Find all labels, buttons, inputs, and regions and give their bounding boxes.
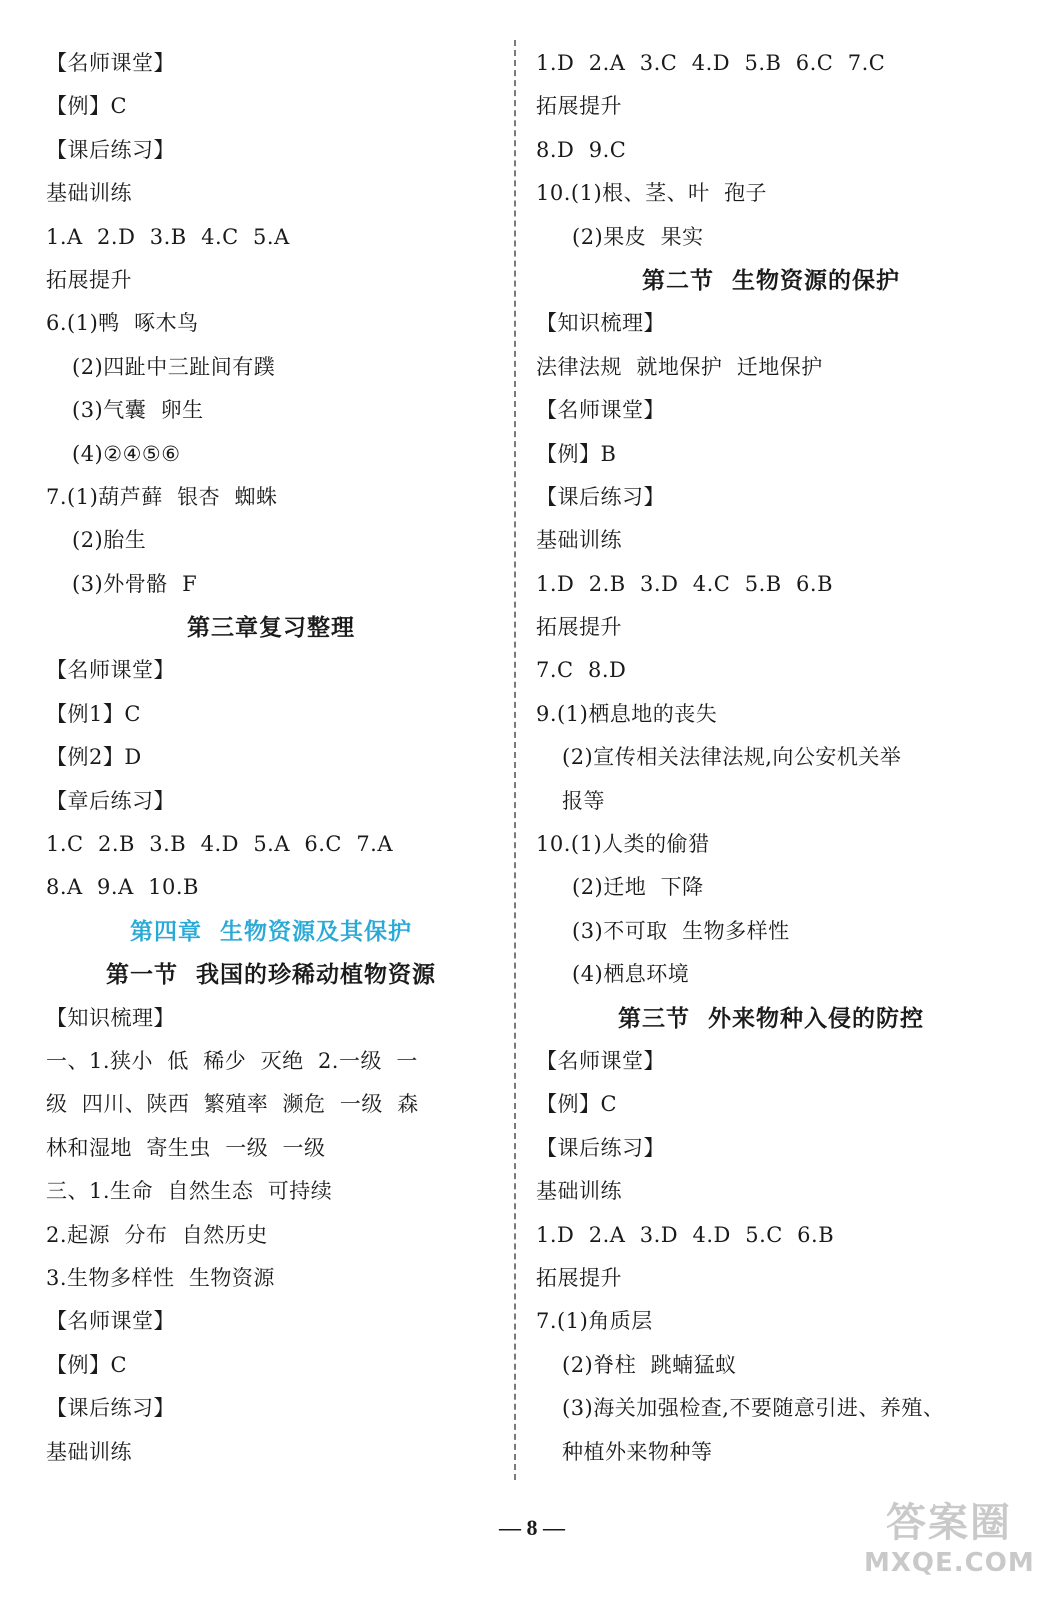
text-line: 8.D 9.C — [536, 137, 627, 162]
text-line: 基础训练 — [46, 1439, 132, 1464]
text-line: 报等 — [562, 788, 605, 813]
text-line: 基础训练 — [536, 528, 622, 553]
text-line: 法律法规 就地保护 迁地保护 — [536, 354, 823, 379]
text-line: (2)宣传相关法律法规,向公安机关举 — [562, 745, 902, 770]
text-line: 【课后练习】 — [536, 484, 665, 509]
text-line: 3.生物多样性 生物资源 — [46, 1265, 275, 1290]
text-line: (4)栖息环境 — [572, 962, 690, 987]
text-line: 三、1.生命 自然生态 可持续 — [46, 1179, 333, 1204]
text-line: 10.(1)人类的偷猎 — [536, 832, 710, 857]
text-line: 【例】C — [46, 94, 128, 119]
text-line: 【知识梳理】 — [46, 1005, 175, 1030]
text-line: 【章后练习】 — [46, 788, 175, 813]
text-line: 基础训练 — [536, 1179, 622, 1204]
right-column — [536, 42, 1006, 1474]
text-line: 【例】C — [46, 1352, 128, 1377]
text-line: (2)迁地 下降 — [572, 875, 704, 900]
text-line: 林和湿地 寄生虫 一级 一级 — [46, 1135, 326, 1160]
text-line: 【名师课堂】 — [536, 1048, 665, 1073]
text-line: 拓展提升 — [536, 1265, 622, 1290]
text-line: 【名师课堂】 — [46, 1309, 175, 1334]
text-line: (2)果皮 果实 — [572, 224, 704, 249]
text-line: 级 四川、陕西 繁殖率 濒危 一级 森 — [46, 1092, 419, 1117]
watermark-url: MXQE.COM — [864, 1548, 1035, 1578]
left-column — [46, 42, 496, 1474]
text-line: 种植外来物种等 — [562, 1439, 713, 1464]
text-line: 【课后练习】 — [536, 1135, 665, 1160]
text-line: (3)气囊 卵生 — [72, 398, 204, 423]
watermark-logo-text: 答案圈 — [886, 1500, 1012, 1546]
text-line: 【例1】C — [46, 701, 141, 726]
text-line: 8.A 9.A 10.B — [46, 875, 199, 900]
text-line: (3)外骨骼 F — [72, 571, 198, 596]
text-line: (2)四趾中三趾间有蹼 — [72, 354, 276, 379]
text-line: 拓展提升 — [536, 615, 622, 640]
text-line: 【例】C — [536, 1092, 618, 1117]
section-heading: 第一节 我国的珍稀动植物资源 — [105, 961, 436, 989]
text-line: 【课后练习】 — [46, 137, 175, 162]
text-line: 1.C 2.B 3.B 4.D 5.A 6.C 7.A — [46, 832, 394, 857]
text-line: 1.D 2.A 3.D 4.D 5.C 6.B — [536, 1222, 835, 1247]
text-line: 【知识梳理】 — [536, 311, 665, 336]
section-heading: 第四章 生物资源及其保护 — [129, 917, 412, 945]
text-line: 一、1.狭小 低 稀少 灭绝 2.一级 一 — [46, 1048, 418, 1073]
text-line: 2.起源 分布 自然历史 — [46, 1222, 268, 1247]
text-line: 7.C 8.D — [536, 658, 627, 683]
text-line: 7.(1)葫芦藓 银杏 蜘蛛 — [46, 484, 278, 509]
text-line: (4)②④⑤⑥ — [72, 441, 181, 466]
text-line: (2)脊柱 跳蝻猛蚁 — [562, 1352, 737, 1377]
text-line: 【名师课堂】 — [46, 51, 175, 75]
text-line: 1.D 2.B 3.D 4.C 5.B 6.B — [536, 571, 834, 596]
column-divider — [514, 40, 516, 1480]
text-line: 基础训练 — [46, 181, 132, 206]
text-line: 1.D 2.A 3.C 4.D 5.B 6.C 7.C — [536, 51, 886, 75]
text-line: (2)胎生 — [72, 528, 147, 553]
text-line: 拓展提升 — [536, 94, 622, 119]
text-line: 【课后练习】 — [46, 1396, 175, 1421]
text-line: 7.(1)角质层 — [536, 1309, 653, 1334]
section-heading: 第三节 外来物种入侵的防控 — [617, 1004, 924, 1032]
text-line: (3)海关加强检查,不要随意引进、养殖、 — [562, 1396, 945, 1421]
text-line: 【名师课堂】 — [46, 658, 175, 683]
text-line: 6.(1)鸭 啄木鸟 — [46, 311, 199, 336]
text-line: 9.(1)栖息地的丧失 — [536, 701, 718, 726]
watermark-logo — [864, 1498, 1034, 1588]
text-line: 【例2】D — [46, 745, 142, 770]
section-heading: 第二节 生物资源的保护 — [641, 266, 900, 294]
text-line: 【例】B — [536, 441, 617, 466]
text-line: 【名师课堂】 — [536, 398, 665, 423]
page-number: — 8 — — [499, 1515, 565, 1540]
text-line: 1.A 2.D 3.B 4.C 5.A — [46, 224, 290, 249]
text-line: (3)不可取 生物多样性 — [572, 918, 790, 943]
text-line: 10.(1)根、茎、叶 孢子 — [536, 181, 767, 206]
text-line: 拓展提升 — [46, 267, 132, 292]
section-heading: 第三章复习整理 — [187, 614, 355, 642]
